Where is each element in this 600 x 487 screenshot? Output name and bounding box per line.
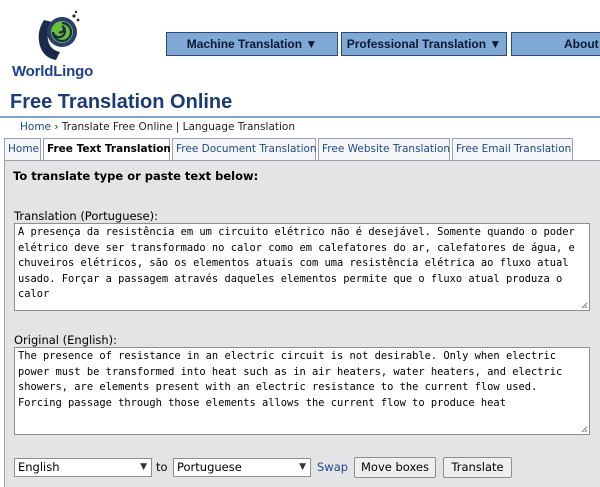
translation-output-text: A presença da resistência em um circuito elétrico não é desejável. Somente quando o poder elétrico deve ser transformado no calor como em calefatores do ar, calefatores de água, e chuveiros elétricos, são os elementos atuais com uma resistência elétrica ao fluxo atual usado. Forçar a passagem através daqueles elementos permite que o fluxo atual produza o calor: [18, 226, 575, 300]
resize-grip-icon[interactable]: [580, 301, 588, 309]
tab-free-email-translation[interactable]: Free Email Translation: [452, 138, 573, 160]
original-label: Original (English):: [14, 333, 118, 347]
nav-professional-translation[interactable]: Professional Translation ▼: [341, 32, 507, 56]
worldlingo-logo[interactable]: [12, 6, 102, 82]
logo-text: WorldLingo: [12, 63, 94, 80]
original-input-text: The presence of resistance in an electric circuit is not desirable. Only when electric power must be transformed into heat such as in air heaters, water heaters, and electric showers, are elements present with an electric resistance to the current flow used. Forcing passage through those elements allows the current flow to produce heat: [18, 350, 563, 409]
translation-panel: [4, 160, 600, 487]
swap-languages-link[interactable]: Swap: [317, 460, 349, 474]
resize-grip-icon[interactable]: [580, 425, 588, 433]
to-label: to: [156, 460, 168, 474]
translate-button[interactable]: Translate: [443, 457, 512, 478]
tab-home[interactable]: Home: [4, 138, 41, 160]
breadcrumb-home-link[interactable]: Home: [20, 121, 52, 133]
breadcrumb-current: Translate Free Online | Language Translation: [61, 121, 295, 133]
target-language-select[interactable]: [173, 458, 311, 477]
move-boxes-button[interactable]: Move boxes: [354, 457, 436, 478]
translation-label: Translation (Portuguese):: [14, 209, 158, 223]
original-input-textarea[interactable]: [14, 347, 590, 435]
source-language-value: English: [18, 460, 60, 474]
worldlingo-globe-icon: [30, 10, 82, 62]
dropdown-arrow-icon: ▼: [140, 462, 147, 472]
target-language-value: Portuguese: [177, 460, 242, 474]
instruction-text: To translate type or paste text below:: [13, 169, 259, 183]
nav-about[interactable]: About: [511, 32, 600, 56]
source-language-select[interactable]: [14, 458, 152, 477]
page-title: Free Translation Online: [10, 91, 233, 113]
title-divider: [0, 116, 600, 118]
breadcrumb-separator: ›: [54, 121, 59, 133]
tab-free-website-translation[interactable]: Free Website Translation: [318, 138, 450, 160]
breadcrumb: [20, 121, 295, 133]
translation-output-textarea[interactable]: [14, 223, 590, 311]
nav-machine-translation[interactable]: Machine Translation ▼: [166, 32, 338, 56]
tab-free-text-translation[interactable]: Free Text Translation: [43, 138, 170, 161]
dropdown-arrow-icon: ▼: [299, 462, 306, 472]
tab-free-document-translation[interactable]: Free Document Translation: [172, 138, 316, 160]
